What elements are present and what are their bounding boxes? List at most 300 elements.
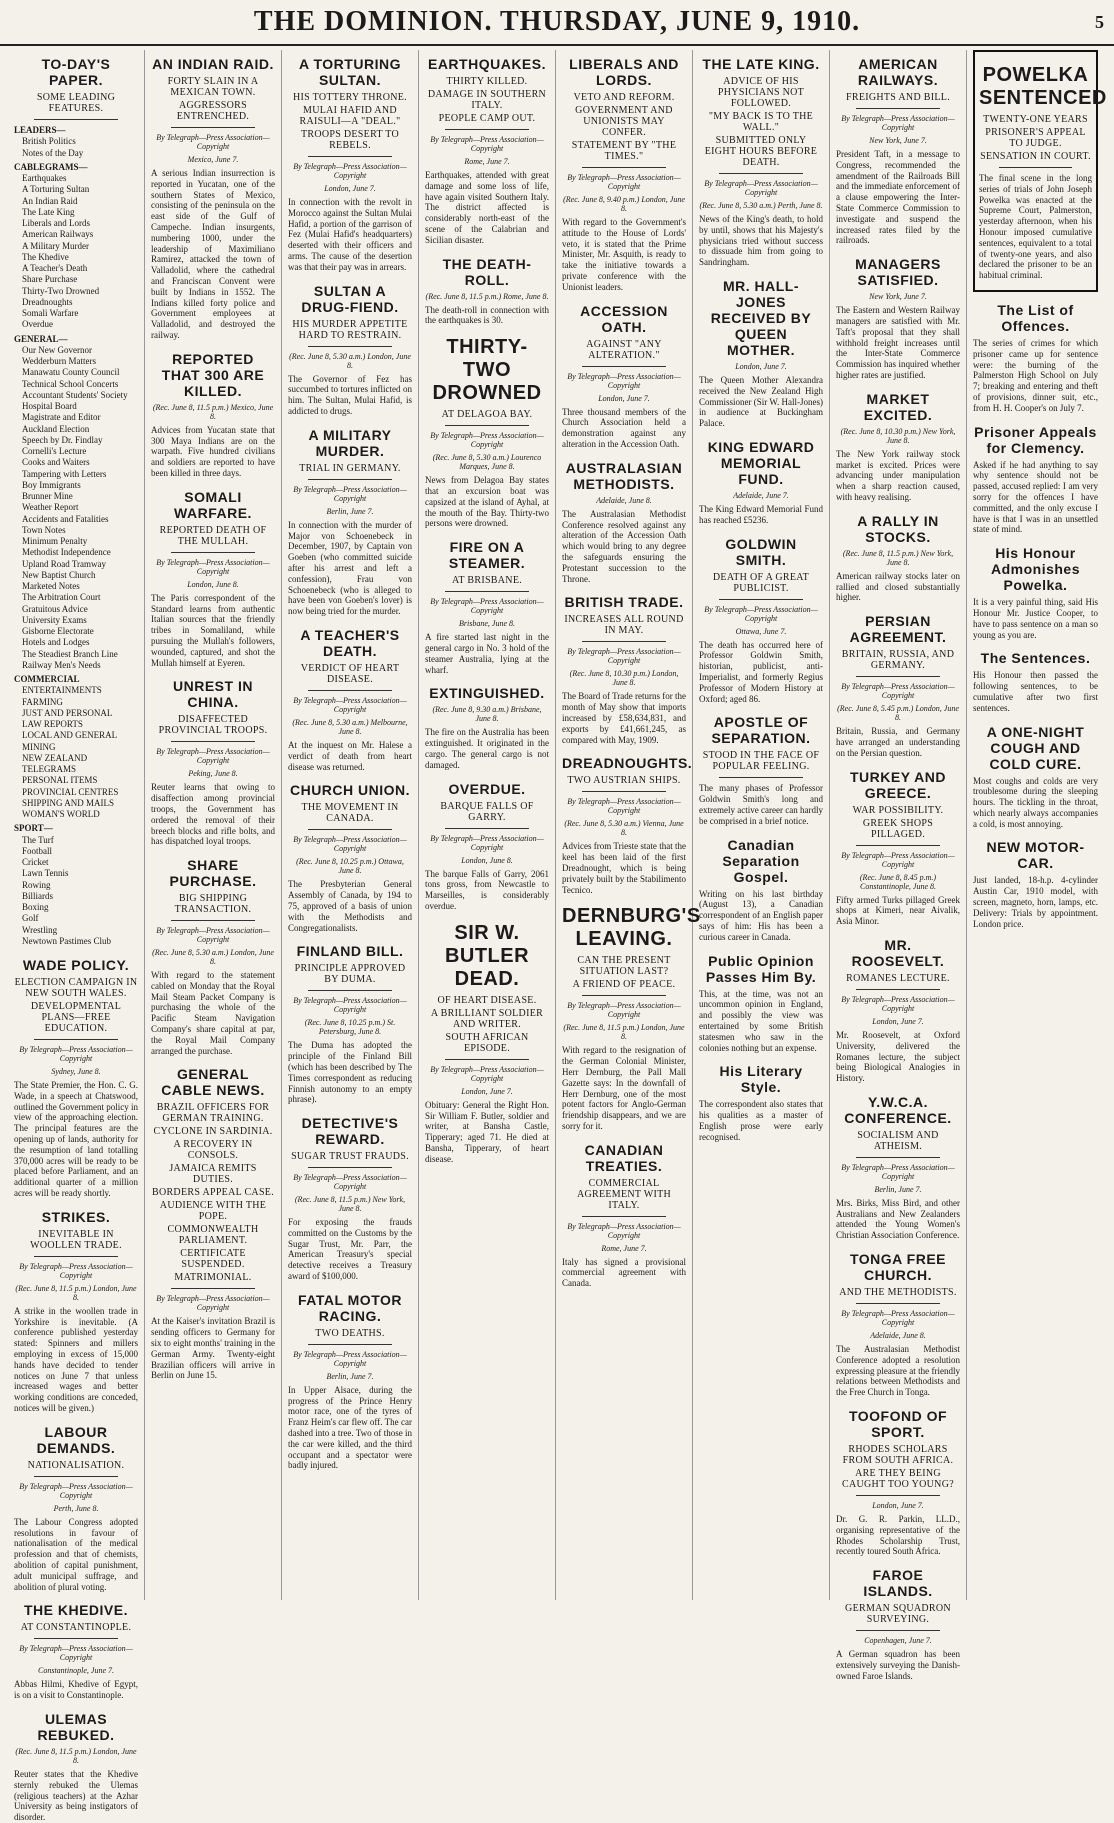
article-body: The Eastern and Western Railway managers are satisfied with Mr. Taft's proposal that they shall withhold freight increases until the Inter-State Commerce Commission has inquired whether higher rates are justified. (836, 305, 960, 380)
subheadline: SUBMITTED ONLY EIGHT HOURS BEFORE DEATH. (704, 135, 818, 168)
headline: GOLDWIN SMITH. (725, 535, 797, 568)
dateline: Sydney, June 8. (51, 1067, 101, 1076)
article (151, 56, 275, 341)
article (562, 755, 693, 895)
article-body: At the Kaiser's invitation Brazil is sending officers to Germany for six to eight months' training in the German Army. Twenty-eight Brazilian officers will arrive in Berlin on June 15. (151, 1316, 275, 1381)
article (425, 922, 549, 1165)
subheadline: DEVELOPMENTAL PLANS—FREE EDUCATION. (30, 1001, 122, 1034)
divider (34, 1256, 118, 1257)
article (151, 351, 275, 479)
article (562, 303, 686, 450)
dateline: (Rec. June 8, 5.30 a.m.) Vienna, June 8. (564, 819, 684, 838)
article (836, 56, 960, 246)
byline: By Telegraph—Press Association—Copyright (841, 994, 955, 1013)
toc-item: Boy Immigrants (22, 479, 81, 490)
article (425, 56, 549, 246)
article (973, 50, 1107, 292)
byline: By Telegraph—Press Association—Copyright (704, 604, 818, 623)
headline: WADE POLICY. (22, 957, 130, 973)
headline: TOOFOND OF SPORT. (848, 1408, 948, 1441)
subheadline: ADVICE OF HIS PHYSICIANS NOT FOLLOWED. (717, 76, 805, 109)
byline: By Telegraph—Press Association—Copyright (19, 1261, 133, 1280)
subheadline: THE MOVEMENT IN CANADA. (301, 802, 399, 825)
article (562, 594, 686, 745)
table-of-contents (14, 125, 138, 947)
article-body: Britain, Russia, and Germany have arranged an understanding on the Persian question. (836, 726, 960, 758)
toc-item: Marketed Notes (22, 581, 80, 591)
headline: Public Opinion Passes Him By. (705, 952, 817, 985)
article-body: A German squadron has been extensively surveying the Danish-owned Faroe Islands. (836, 1649, 960, 1681)
toc-item: WOMAN'S WORLD (22, 809, 100, 819)
headline: A RALLY IN STOCKS. (857, 512, 939, 545)
subheadline: MATRIMONIAL. (174, 1272, 252, 1284)
article-body: In connection with the revolt in Morocco against the Sultan Mulai Hafid, a portion of the garrison of Fez (Mulai Hafid's headquarters) deserted with their officers and arms. The cause of the desertion was that their pay was in arrears. (288, 197, 412, 272)
headline: FATAL MOTOR RACING. (297, 1291, 402, 1324)
byline: By Telegraph—Press Association—Copyright (293, 162, 407, 180)
article-body: This, at the time, was not an uncommon opinion in England, and possibly the view was entertained by some British statesmen who saw in the colonies nothing but an expense. (699, 988, 823, 1053)
subheadline: ELECTION CAMPAIGN IN NEW SOUTH WALES. (14, 977, 138, 999)
toc-item: Tampering with Letters (22, 468, 107, 479)
toc-item: The Turf (22, 834, 54, 845)
toc-item: The Khedive (22, 251, 69, 262)
article (699, 714, 823, 826)
dateline: London, June 7. (872, 1501, 924, 1511)
toc-item: Golf (22, 913, 39, 924)
article-body: The correspondent also states that his qualities as a master of English prose were early recognised. (699, 1099, 823, 1142)
headline: A TORTURING SULTAN. (299, 56, 401, 88)
subheadline: SOCIALISM AND ATHEISM. (857, 1129, 939, 1152)
toc-category: SPORT— (14, 823, 53, 834)
toc-item: JUST AND PERSONAL (22, 707, 113, 718)
subheadline: AGAINST "ANY ALTERATION." (586, 338, 662, 361)
byline: By Telegraph—Press Association—Copyright (430, 431, 544, 450)
subheadline: SUGAR TRUST FRAUDS. (291, 1151, 409, 1163)
columns (8, 50, 1107, 1823)
subheadline: "MY BACK IS TO THE WALL." (708, 111, 814, 133)
article (562, 905, 701, 1131)
headline: FAROE ISLANDS. (863, 1567, 933, 1600)
article (425, 539, 549, 675)
article-body: The Labour Congress adopted resolutions in favour of nationalisation of the medical profession and that of chemists, abolition of capital punishment, adult municipal suffrage, and abolition of plural voting. (14, 1516, 138, 1592)
divider (308, 690, 392, 691)
article-body: At the inquest on Mr. Halese a verdict of death from heart disease was returned. (288, 739, 412, 772)
article-body: The Duma has adopted the principle of the Finland Bill (which has been described by The Times correspondent as reducing Finnish autonomy to an empty phrase). (288, 1040, 412, 1105)
toc-item: Auckland Election (22, 423, 90, 434)
subheadline: THIRTY KILLED. (446, 76, 528, 87)
toc-item: Railway Men's Needs (22, 659, 101, 670)
article-body: Writing on his last birthday (August 13), a Canadian correspondent of an English paper says of him: His has been a curious career in Canada. (699, 888, 823, 942)
divider (171, 127, 255, 128)
subheadline: WAR POSSIBILITY. (852, 804, 944, 816)
article-body: In Upper Alsace, during the progress of the Prince Henry motor race, one of the tyres of Franz Heim's car flew off. The car dashed into a tree. Two of those in the car were killed, and the third occupant and a spectator were badly injured. (288, 1384, 412, 1471)
article-body: The many phases of Professor Goldwin Smith's long and extremely active career can hardly be comprised in a brief notice. (699, 783, 823, 826)
divider (171, 741, 255, 742)
divider (719, 777, 803, 778)
article (836, 769, 960, 927)
headline: REPORTED THAT 300 ARE KILLED. (161, 350, 265, 399)
toc-item: Our New Governor (22, 344, 92, 355)
toc-category: LEADERS— (14, 125, 66, 135)
toc-item: Cooks and Waiters (22, 457, 90, 468)
article (288, 1292, 412, 1471)
toc-item: LAW REPORTS (22, 719, 83, 729)
subheadline: FREIGHTS AND BILL. (845, 92, 950, 103)
dateline: (Rec. June 8, 5.30 a.m.) London, June 8. (152, 948, 274, 967)
divider (171, 552, 255, 553)
article (836, 1408, 960, 1557)
article-body: It is a very painful thing, said His Honour Mr. Justice Cooper, to have to pass sentence on a man so young as you are. (973, 597, 1098, 640)
headline: POWELKA SENTENCED (979, 64, 1107, 109)
article (699, 953, 823, 1054)
dateline: Berlin, June 7. (326, 506, 374, 516)
article-body: The Australasian Methodist Conference resolved against any alteration of the Accession Oath which would bring to any degree the safeguards ensuring the Protestant succession to the Throne. (562, 508, 686, 584)
divider (856, 108, 940, 109)
article-body: With regard to the statement cabled on Monday that the Royal Mail Steam Packet Company is purchasing the whole of the Pacific Steam Navigation Company's share capital at par, the Royal Mail Company arranged the purchase. (151, 970, 275, 1056)
toc-item: Lawn Tennis (22, 868, 69, 879)
article-body: Advices from Yucatan state that 300 Maya Indians are on the warpath. Five hundred civilians and soldiers are reported to have been killed in three days. (151, 424, 275, 478)
headline: THE LATE KING. (702, 56, 820, 72)
article (836, 1251, 960, 1398)
dateline: (Rec. June 8, 11.5 p.m.) Mexico, June 8. (152, 402, 274, 421)
headline: TONGA FREE CHURCH. (849, 1251, 946, 1284)
toc-item: American Railways (22, 229, 94, 240)
toc-item: Magistrate and Editor (22, 412, 101, 423)
page-number: 5 (1095, 12, 1104, 32)
toc-item: New Baptist Church (22, 569, 96, 580)
byline: By Telegraph—Press Association—Copyright (430, 135, 544, 153)
subheadline: COMMONWEALTH PARLIAMENT. (167, 1224, 259, 1247)
headline: MR. ROOSEVELT. (851, 936, 945, 969)
byline: By Telegraph—Press Association—Copyright (293, 484, 407, 503)
divider (856, 1303, 940, 1304)
article (288, 627, 412, 772)
byline: By Telegraph—Press Association—Copyright (293, 695, 407, 714)
subheadline: JAMAICA REMITS DUTIES. (169, 1163, 257, 1186)
toc-item: LOCAL AND GENERAL (22, 730, 118, 741)
subheadline: A FRIEND OF PEACE. (572, 979, 676, 991)
article-body: His Honour then passed the following sentences, to be cumulative after two first sentences. (973, 670, 1098, 713)
subheadline: ROMANES LECTURE. (846, 972, 950, 984)
subheadline: TWENTY-ONE YEARS (983, 114, 1088, 125)
byline: By Telegraph—Press Association—Copyright (19, 1644, 133, 1663)
divider (856, 989, 940, 990)
article (425, 685, 549, 770)
toc-category: CABLEGRAMS— (14, 161, 88, 172)
article (14, 1711, 138, 1823)
toc-item: Earthquakes (22, 173, 67, 183)
dateline: (Rec. June 8, 10.30 p.m.) London, June 8. (569, 669, 679, 688)
dateline: (Rec. June 8, 8.45 p.m.) Constantinople, June 8. (859, 872, 937, 891)
subheadline: OF HEART DISEASE. (437, 994, 537, 1006)
dateline: Brisbane, June 8. (459, 619, 515, 629)
headline: SIR W. BUTLER DEAD. (444, 921, 530, 990)
dateline: Peking, June 8. (188, 769, 238, 779)
article (973, 839, 1098, 929)
dateline: Constantinople, June 7. (38, 1666, 114, 1676)
toc-item: MINING (22, 741, 56, 752)
subheadline: CAN THE PRESENT SITUATION LAST? (577, 955, 671, 978)
toc-item: University Exams (22, 614, 87, 625)
divider (34, 1039, 118, 1040)
article-body: The New York railway stock market is excited. Prices were advancing under manipulation when a sharp reaction caused, with heavy realising. (836, 448, 960, 502)
toc-item: Dreadnoughts (22, 296, 73, 307)
subheadline: DAMAGE IN SOUTHERN ITALY. (427, 89, 547, 111)
subheadline: INEVITABLE IN WOOLLEN TRADE. (30, 1228, 122, 1251)
article-body: A strike in the woollen trade in Yorkshire is inevitable. (A conference published yesterday stated: Spinners and millers employing in excess of 15,000 hands have decided to tender notices on June 7 that unless increased wages and better working conditions are conceded, notices will be given.) (14, 1305, 138, 1413)
divider (445, 828, 529, 829)
article (699, 56, 823, 268)
article (699, 439, 823, 526)
headline: THE KHEDIVE. (23, 1602, 128, 1619)
headline: AN INDIAN RAID. (152, 56, 274, 72)
article-body: The King Edward Memorial Fund has reached £5236. (699, 503, 823, 525)
toc-item: Cornelli's Lecture (22, 446, 87, 456)
toc-item: Somali Warfare (22, 308, 79, 318)
toc-item: The Late King (22, 206, 75, 217)
dateline: (Rec. June 8, 5.30 a.m.) Lourenco Marques, June 8. (432, 453, 542, 472)
toc-item: PROVINCIAL CENTRES (22, 786, 119, 797)
article (836, 1567, 960, 1681)
headline: EARTHQUAKES. (427, 56, 546, 72)
article (699, 1063, 823, 1142)
byline: By Telegraph—Press Association—Copyright (293, 835, 407, 854)
headline: DREADNOUGHTS. (562, 755, 693, 772)
headline: BRITISH TRADE. (564, 594, 684, 611)
headline: TURKEY AND GREECE. (849, 768, 946, 801)
subheadline: SENSATION IN COURT. (980, 151, 1091, 162)
dateline: (Rec. June 8, 11.5 p.m.) London, June 8. (15, 1746, 137, 1765)
toc-item: SHIPPING AND MAILS (22, 797, 115, 808)
toc-item: Manawatu County Council (22, 367, 120, 378)
divider (308, 829, 392, 830)
article-body: In connection with the murder of Major von Schoenebeck in December, 1907, by Captain von Goeben (who committed suicide after his arrest and left a confession), Frau von Schoenebeck (who is alleged to have been von Goeben's lover) is now being tried for the murder. (288, 519, 412, 617)
article (14, 1602, 138, 1701)
dateline: London, June 8. (187, 579, 239, 589)
article (836, 513, 960, 603)
byline: By Telegraph—Press Association—Copyright (156, 926, 270, 945)
subheadline: HIS TOTTERY THRONE. (293, 92, 407, 103)
article (425, 256, 549, 327)
byline: By Telegraph—Press Association—Copyright (841, 850, 955, 869)
article-body: Mr. Roosevelt, at Oxford University, delivered the Romanes lecture, the subject being Biological Analogies in History. (836, 1029, 960, 1084)
toc-item: Billiards (22, 890, 53, 901)
headline: GENERAL CABLE NEWS. (161, 1066, 265, 1099)
headline: MARKET EXCITED. (863, 390, 933, 423)
column-3 (282, 50, 419, 1600)
dateline: (Rec. June 8, 9.30 a.m.) Brisbane, June 8. (432, 705, 542, 724)
toc-item: Football (22, 845, 53, 856)
article-body: News from Delagoa Bay states that an excursion boat was capsized at the island of Ayhal, at the mouth of the Bay. Thirty-two persons were drowned. (425, 475, 549, 529)
dateline: Berlin, June 7. (326, 1371, 374, 1381)
dateline: Copenhagen, June 7. (864, 1636, 932, 1646)
subheadline: AT CONSTANTINOPLE. (20, 1622, 132, 1634)
article-body: Just landed, 18-h.p. 4-cylinder Austin Car, 1910 model, with screen, magneto, horn, lamps, etc. Delivery: Trials by appointment. London price. (973, 875, 1098, 929)
dateline: Rome, June 7. (601, 1243, 647, 1253)
subheadline: AT DELAGOA BAY. (441, 409, 533, 421)
divider (856, 1157, 940, 1158)
toc-item: Wedderburn Matters (22, 356, 96, 366)
dateline: London, June 7. (735, 361, 787, 371)
article-body: The death-roll in connection with the earthquakes is 30. (425, 304, 549, 326)
divider (34, 119, 118, 120)
dateline: Ottawa, June 7. (735, 626, 787, 636)
byline: By Telegraph—Press Association—Copyright (19, 1481, 133, 1500)
divider (582, 641, 666, 642)
article (836, 256, 960, 381)
divider (582, 791, 666, 792)
subheadline: AGGRESSORS ENTRENCHED. (176, 100, 250, 122)
headline: His Literary Style. (719, 1063, 803, 1096)
byline: By Telegraph—Press Association—Copyright (567, 1001, 681, 1020)
subheadline: SOME LEADING FEATURES. (36, 92, 116, 114)
byline: By Telegraph—Press Association—Copyright (430, 833, 544, 852)
subheadline: CERTIFICATE SUSPENDED. (180, 1248, 246, 1271)
byline: By Telegraph—Press Association—Copyright (841, 1162, 955, 1181)
byline: By Telegraph—Press Association—Copyright (567, 371, 681, 390)
divider (308, 1167, 392, 1168)
headline: His Honour Admonishes Powelka. (990, 545, 1080, 594)
article (288, 782, 412, 933)
article-body: President Taft, in a message to Congress, recommended the amendment of the Railroads Bill and the immediate enforcement of a clause empowering the Inter-State Commerce Commission to investigate and suspend the increased rates filed by the railroads. (836, 149, 960, 246)
byline: By Telegraph—Press Association—Copyright (567, 647, 681, 666)
headline: LIBERALS AND LORDS. (569, 56, 679, 88)
byline: By Telegraph—Press Association—Copyright (567, 797, 681, 816)
article (288, 283, 412, 417)
article (288, 56, 412, 273)
headline: PERSIAN AGREEMENT. (849, 613, 947, 646)
subheadline: ARE THEY BEING CAUGHT TOO YOUNG? (842, 1468, 954, 1491)
byline: By Telegraph—Press Association—Copyright (704, 179, 818, 197)
toc-item: British Politics (22, 136, 76, 147)
subheadline: DEATH OF A GREAT PUBLICIST. (712, 571, 810, 594)
toc-item: Notes of the Day (22, 147, 84, 158)
article-body: Italy has signed a provisional commercial agreement with Canada. (562, 1256, 686, 1289)
subheadline: GREEK SHOPS PILLAGED. (862, 817, 934, 840)
article-body: Asked if he had anything to say why sentence should not be passed, accused replied: I am very sorry for the offences I have committed, and the only excuse I have is that I was in an unsettled state of mind. (973, 459, 1098, 535)
subheadline: HIS MURDER APPETITE HARD TO RESTRAIN. (292, 318, 408, 341)
article-body: American railway stocks later on rallied and closed substantially higher. (836, 570, 960, 603)
toc-item: Wrestling (22, 924, 58, 935)
subheadline: TROOPS DESERT TO REBELS. (300, 129, 400, 151)
article (151, 678, 275, 847)
article-body: A fire started last night in the general cargo in No. 3 hold of the steamer Australia, lying at the wharf. (425, 632, 549, 675)
subheadline: TRIAL IN GERMANY. (299, 462, 401, 474)
subheadline: PRISONER'S APPEAL TO JUDGE. (985, 127, 1086, 149)
dateline: London, June 8. (461, 855, 513, 865)
masthead-title: THE DOMINION. THURSDAY, JUNE 9, 1910. (253, 6, 861, 37)
article-body: Most coughs and colds are very troublesome during the sleeping hours. The tickling in the throat, which nearly always accompanies a cold, is most annoying. (973, 775, 1098, 829)
headline: DETECTIVE'S REWARD. (301, 1115, 399, 1148)
headline: A ONE-NIGHT COUGH AND COLD CURE. (986, 723, 1085, 772)
subheadline: BARQUE FALLS OF GARRY. (440, 800, 534, 823)
article (973, 545, 1098, 640)
subheadline: GOVERNMENT AND UNIONISTS MAY CONFER. (575, 105, 673, 138)
byline: By Telegraph—Press Association—Copyright (293, 1349, 407, 1368)
toc-item: Cricket (22, 857, 49, 867)
subheadline: SOUTH AFRICAN EPISODE. (445, 1031, 529, 1054)
toc-item: Share Purchase (22, 274, 78, 285)
dateline: (Rec. June 8, 9.40 p.m.) London, June 8. (563, 195, 685, 213)
article-body: The death has occurred here of Professor Goldwin Smith, historian, publicist, anti-Imperialist, and formerly Regius Professor of Modern History at Oxford; aged 86. (699, 639, 823, 704)
headline: SHARE PURCHASE. (169, 857, 257, 890)
dateline: Adelaide, June 8. (870, 1331, 926, 1341)
subheadline: CYCLONE IN SARDINIA. (153, 1126, 273, 1138)
dateline: New York, June 7. (869, 292, 927, 302)
subheadline: A BRILLIANT SOLDIER AND WRITER. (430, 1007, 544, 1030)
subheadline: BORDERS APPEAL CASE. (151, 1187, 275, 1199)
article (836, 613, 960, 758)
dateline: (Rec. June 8, 5.30 a.m.) Melbourne, June 8. (292, 717, 408, 736)
subheadline: DISAFFECTED PROVINCIAL TROOPS. (158, 714, 268, 737)
byline: By Telegraph—Press Association—Copyright (841, 682, 955, 701)
headline: UNREST IN CHINA. (173, 678, 253, 711)
divider (856, 676, 940, 677)
toc-item: ENTERTAINMENTS (22, 685, 102, 696)
article (562, 56, 686, 293)
byline: By Telegraph—Press Association—Copyright (19, 1045, 133, 1063)
headline: DERNBURG'S LEAVING. (562, 905, 701, 951)
toc-item: Overdue (22, 319, 53, 330)
headline: SOMALI WARFARE. (174, 488, 252, 521)
headline: APOSTLE OF SEPARATION. (711, 714, 811, 747)
toc-item: FARMING (22, 696, 63, 707)
subheadline: BRAZIL OFFICERS FOR GERMAN TRAINING. (156, 1102, 270, 1125)
dateline: (Rec. June 8, 11.5 p.m.) New York, June 8. (294, 1195, 406, 1214)
subheadline: COMMERCIAL AGREEMENT WITH ITALY. (576, 1177, 672, 1211)
headline: A TEACHER'S DEATH. (300, 626, 400, 659)
article (14, 957, 138, 1199)
toc-item: Thirty-Two Drowned (22, 285, 100, 296)
article-body: The Paris correspondent of the Standard learns from authentic Italian sources that the friendly tribes in Somaliland, while pursuing the Mullah's followers, wounded, captured, and shot the Mullah himself at Eyeren. (151, 592, 275, 668)
article-body: The Queen Mother Alexandra received the New Zealand High Commissioner (Sir W. Hall-Jones) in audience at Buckingham Palace. (699, 374, 823, 429)
toc-item: The Arbitration Court (22, 592, 101, 603)
article (973, 724, 1098, 830)
divider (34, 1476, 118, 1477)
article (151, 857, 275, 1056)
toc-item: Hotels and Lodges (22, 637, 90, 648)
subheadline: MULAI HAFID AND RAISULI—A "DEAL." (299, 105, 401, 127)
divider (856, 845, 940, 846)
toc-item: A Torturing Sultan (22, 184, 90, 195)
article-body: Advices from Trieste state that the keel has been laid of the first Dreadnought, which is being privately built by the Stabilimento Tecnico. (562, 841, 686, 895)
divider (34, 1638, 118, 1639)
subheadline: GERMAN SQUADRON SURVEYING. (845, 1603, 951, 1626)
dateline: Adelaide, June 8. (596, 495, 652, 505)
subheadline: TWO AUSTRIAN SHIPS. (567, 775, 681, 787)
article (973, 302, 1098, 414)
subheadline: NATIONALISATION. (27, 1459, 125, 1471)
divider (308, 990, 392, 991)
column-8 (967, 50, 1107, 1600)
headline: CHURCH UNION. (289, 782, 411, 799)
divider (582, 366, 666, 367)
dateline: Rome, June 7. (464, 157, 510, 166)
subheadline: BIG SHIPPING TRANSACTION. (174, 893, 252, 916)
toc-item: Accountant Students' Society (22, 389, 128, 400)
masthead (0, 0, 1114, 46)
article-body: The Governor of Fez has succumbed to tortures inflicted on him. The Sultan, Mulai Hafid, is addicted to drugs. (288, 373, 412, 416)
byline: By Telegraph—Press Association—Copyright (430, 597, 544, 616)
dateline: (Rec. June 8, 11.5 p.m.) New York, June 8. (842, 548, 954, 567)
article-body: The fire on the Australia has been extinguished. It originated in the cargo. The general cargo is not damaged. (425, 727, 549, 770)
column-7 (830, 50, 967, 1681)
column-5 (556, 50, 701, 1600)
divider (445, 1059, 529, 1060)
column-6 (693, 50, 830, 1600)
headline: AUSTRALASIAN METHODISTS. (565, 459, 683, 492)
headline: A MILITARY MURDER. (308, 426, 392, 459)
subheadline: VERDICT OF HEART DISEASE. (300, 662, 400, 685)
